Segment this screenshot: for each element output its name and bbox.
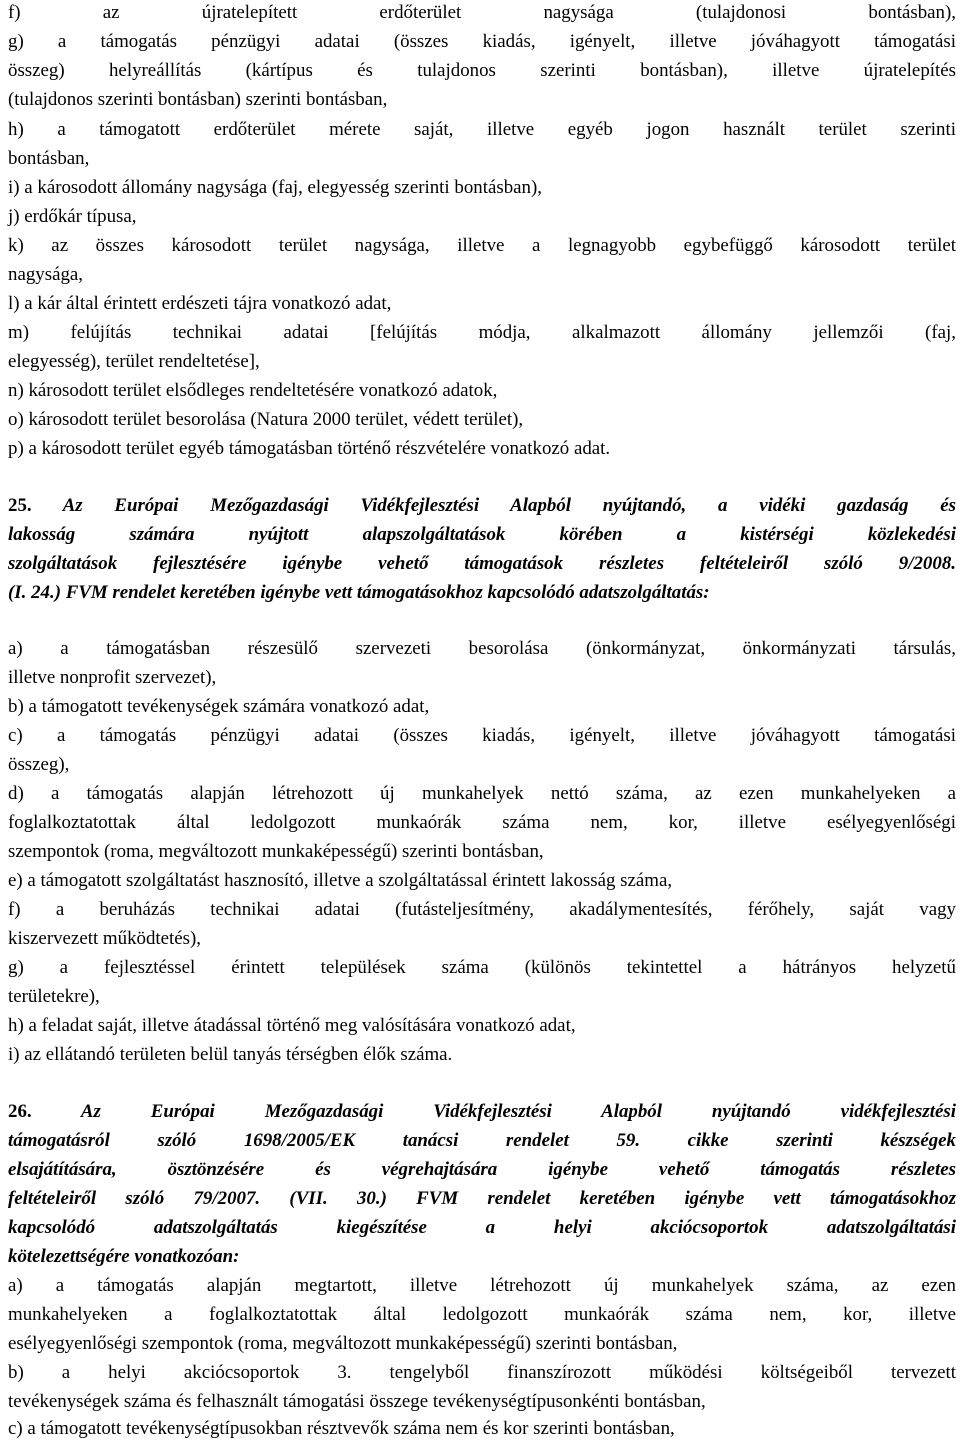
list-item: n) károsodott terület elsődleges rendeltetésére vonatkozó adatok,: [8, 380, 498, 401]
list-item: összeg),: [8, 754, 70, 775]
list-item: m) felújítás technikai adatai [felújítás módja, alkalmazott állomány jellemzői (faj,: [8, 322, 956, 343]
list-item: kiszervezett működtetés),: [8, 928, 202, 949]
list-item: l) a kár által érintett erdészeti tájra vonatkozó adat,: [8, 293, 392, 314]
list-item: tevékenységek száma és felhasznált támogatási összege tevékenységtípusonkénti bontásban,: [8, 1391, 706, 1412]
list-item: c) a támogatás pénzügyi adatai (összes kiadás, igényelt, illetve jóváhagyott támogatási: [8, 725, 956, 746]
list-item: területekre),: [8, 986, 100, 1007]
list-item: a) a támogatásban részesülő szervezeti besorolása (önkormányzat, önkormányzati társulás,: [8, 638, 956, 659]
list-item: k) az összes károsodott terület nagysága, illetve a legnagyobb egybefüggő károsodott terület: [8, 235, 956, 256]
list-item: b) a helyi akciócsoportok 3. tengelyből finanszírozott működési költségeiből tervezett: [8, 1362, 956, 1383]
list-item: i) az ellátandó területen belül tanyás térségben élők száma.: [8, 1044, 453, 1065]
list-item: összeg) helyreállítás (kártípus és tulajdonos szerinti bontásban), illetve újratelepítés: [8, 60, 956, 81]
section-26-heading-line: elsajátítására, ösztönzésére és végrehajtására igénybe vehető támogatás részletes: [8, 1159, 956, 1180]
section-26-heading-line: kapcsolódó adatszolgáltatás kiegészítése a helyi akciócsoportok adatszolgáltatási: [8, 1217, 956, 1238]
section-26-heading-line: támogatásról szóló 1698/2005/EK tanácsi rendelet 59. cikke szerinti készségek: [8, 1130, 956, 1151]
section-26-number: 26.: [8, 1101, 32, 1122]
section-25-heading-line: [8, 493, 956, 519]
list-item: foglalkoztatottak által ledolgozott munkaórák száma nem, kor, illetve esélyegyenlőségi: [8, 812, 956, 833]
list-item: h) a támogatott erdőterület mérete saját, illetve egyéb jogon használt terület szerinti: [8, 119, 956, 140]
list-item: (tulajdonos szerinti bontásban) szerinti bontásban,: [8, 89, 388, 110]
section-25-heading-text: Az Európai Mezőgazdasági Vidékfejlesztési Alapból nyújtandó, a vidéki gazdaság és: [62, 495, 956, 516]
list-item: f) az újratelepített erdőterület nagysága (tulajdonosi bontásban),: [8, 2, 956, 23]
list-item: e) a támogatott szolgáltatást hasznosító, illetve a szolgáltatással érintett lakosság száma,: [8, 870, 673, 891]
list-item: d) a támogatás alapján létrehozott új munkahelyek nettó száma, az ezen munkahelyeken a: [8, 783, 956, 804]
list-item: g) a támogatás pénzügyi adatai (összes kiadás, igényelt, illetve jóváhagyott támogatási: [8, 31, 956, 52]
list-item: f) a beruházás technikai adatai (futásteljesítmény, akadálymentesítés, férőhely, saját vagy: [8, 899, 956, 920]
section-25-heading-line: (I. 24.) FVM rendelet keretében igénybe vett támogatásokhoz kapcsolódó adatszolgáltatás:: [8, 582, 710, 603]
list-item: c) a támogatott tevékenységtípusokban résztvevők száma nem és kor szerinti bontásban,: [8, 1418, 675, 1439]
section-25-heading-line: lakosság számára nyújtott alapszolgáltatások körében a kistérségi közlekedési: [8, 524, 956, 545]
list-item: j) erdőkár típusa,: [8, 206, 137, 227]
list-item: p) a károsodott terület egyéb támogatásban történő részvételére vonatkozó adat.: [8, 438, 611, 459]
list-item: illetve nonprofit szervezet),: [8, 667, 217, 688]
section-25-heading-line: szolgáltatások fejlesztésére igénybe vehető támogatások részletes feltételeiről szóló 9/2008.: [8, 553, 956, 574]
list-item: esélyegyenlőségi szempontok (roma, megváltozott munkaképességű) szerinti bontásban,: [8, 1333, 678, 1354]
list-item: o) károsodott terület besorolása (Natura 2000 terület, védett terület),: [8, 409, 524, 430]
section-26-heading-line: kötelezettségére vonatkozóan:: [8, 1246, 240, 1267]
list-item: elegyesség), terület rendeltetése],: [8, 351, 260, 372]
list-item: nagysága,: [8, 264, 84, 285]
list-item: b) a támogatott tevékenységek számára vonatkozó adat,: [8, 696, 430, 717]
section-26-heading-line: [8, 1099, 956, 1125]
list-item: i) a károsodott állomány nagysága (faj, elegyesség szerinti bontásban),: [8, 177, 543, 198]
section-25-number: 25.: [8, 495, 32, 516]
list-item: bontásban,: [8, 148, 90, 169]
list-item: munkahelyeken a foglalkoztatottak által ledolgozott munkaórák száma nem, kor, illetve: [8, 1304, 956, 1325]
list-item: g) a fejlesztéssel érintett települések száma (különös tekintettel a hátrányos helyzetű: [8, 957, 956, 978]
list-item: h) a feladat saját, illetve átadással történő meg valósítására vonatkozó adat,: [8, 1015, 576, 1036]
list-item: szempontok (roma, megváltozott munkaképességű) szerinti bontásban,: [8, 841, 544, 862]
list-item: a) a támogatás alapján megtartott, illetve létrehozott új munkahelyek száma, az ezen: [8, 1275, 956, 1296]
section-26-heading-text: Az Európai Mezőgazdasági Vidékfejlesztési Alapból nyújtandó vidékfejlesztési: [80, 1101, 956, 1122]
section-26-heading-line: feltételeiről szóló 79/2007. (VII. 30.) FVM rendelet keretében igénybe vett támogatásokhoz: [8, 1188, 956, 1209]
